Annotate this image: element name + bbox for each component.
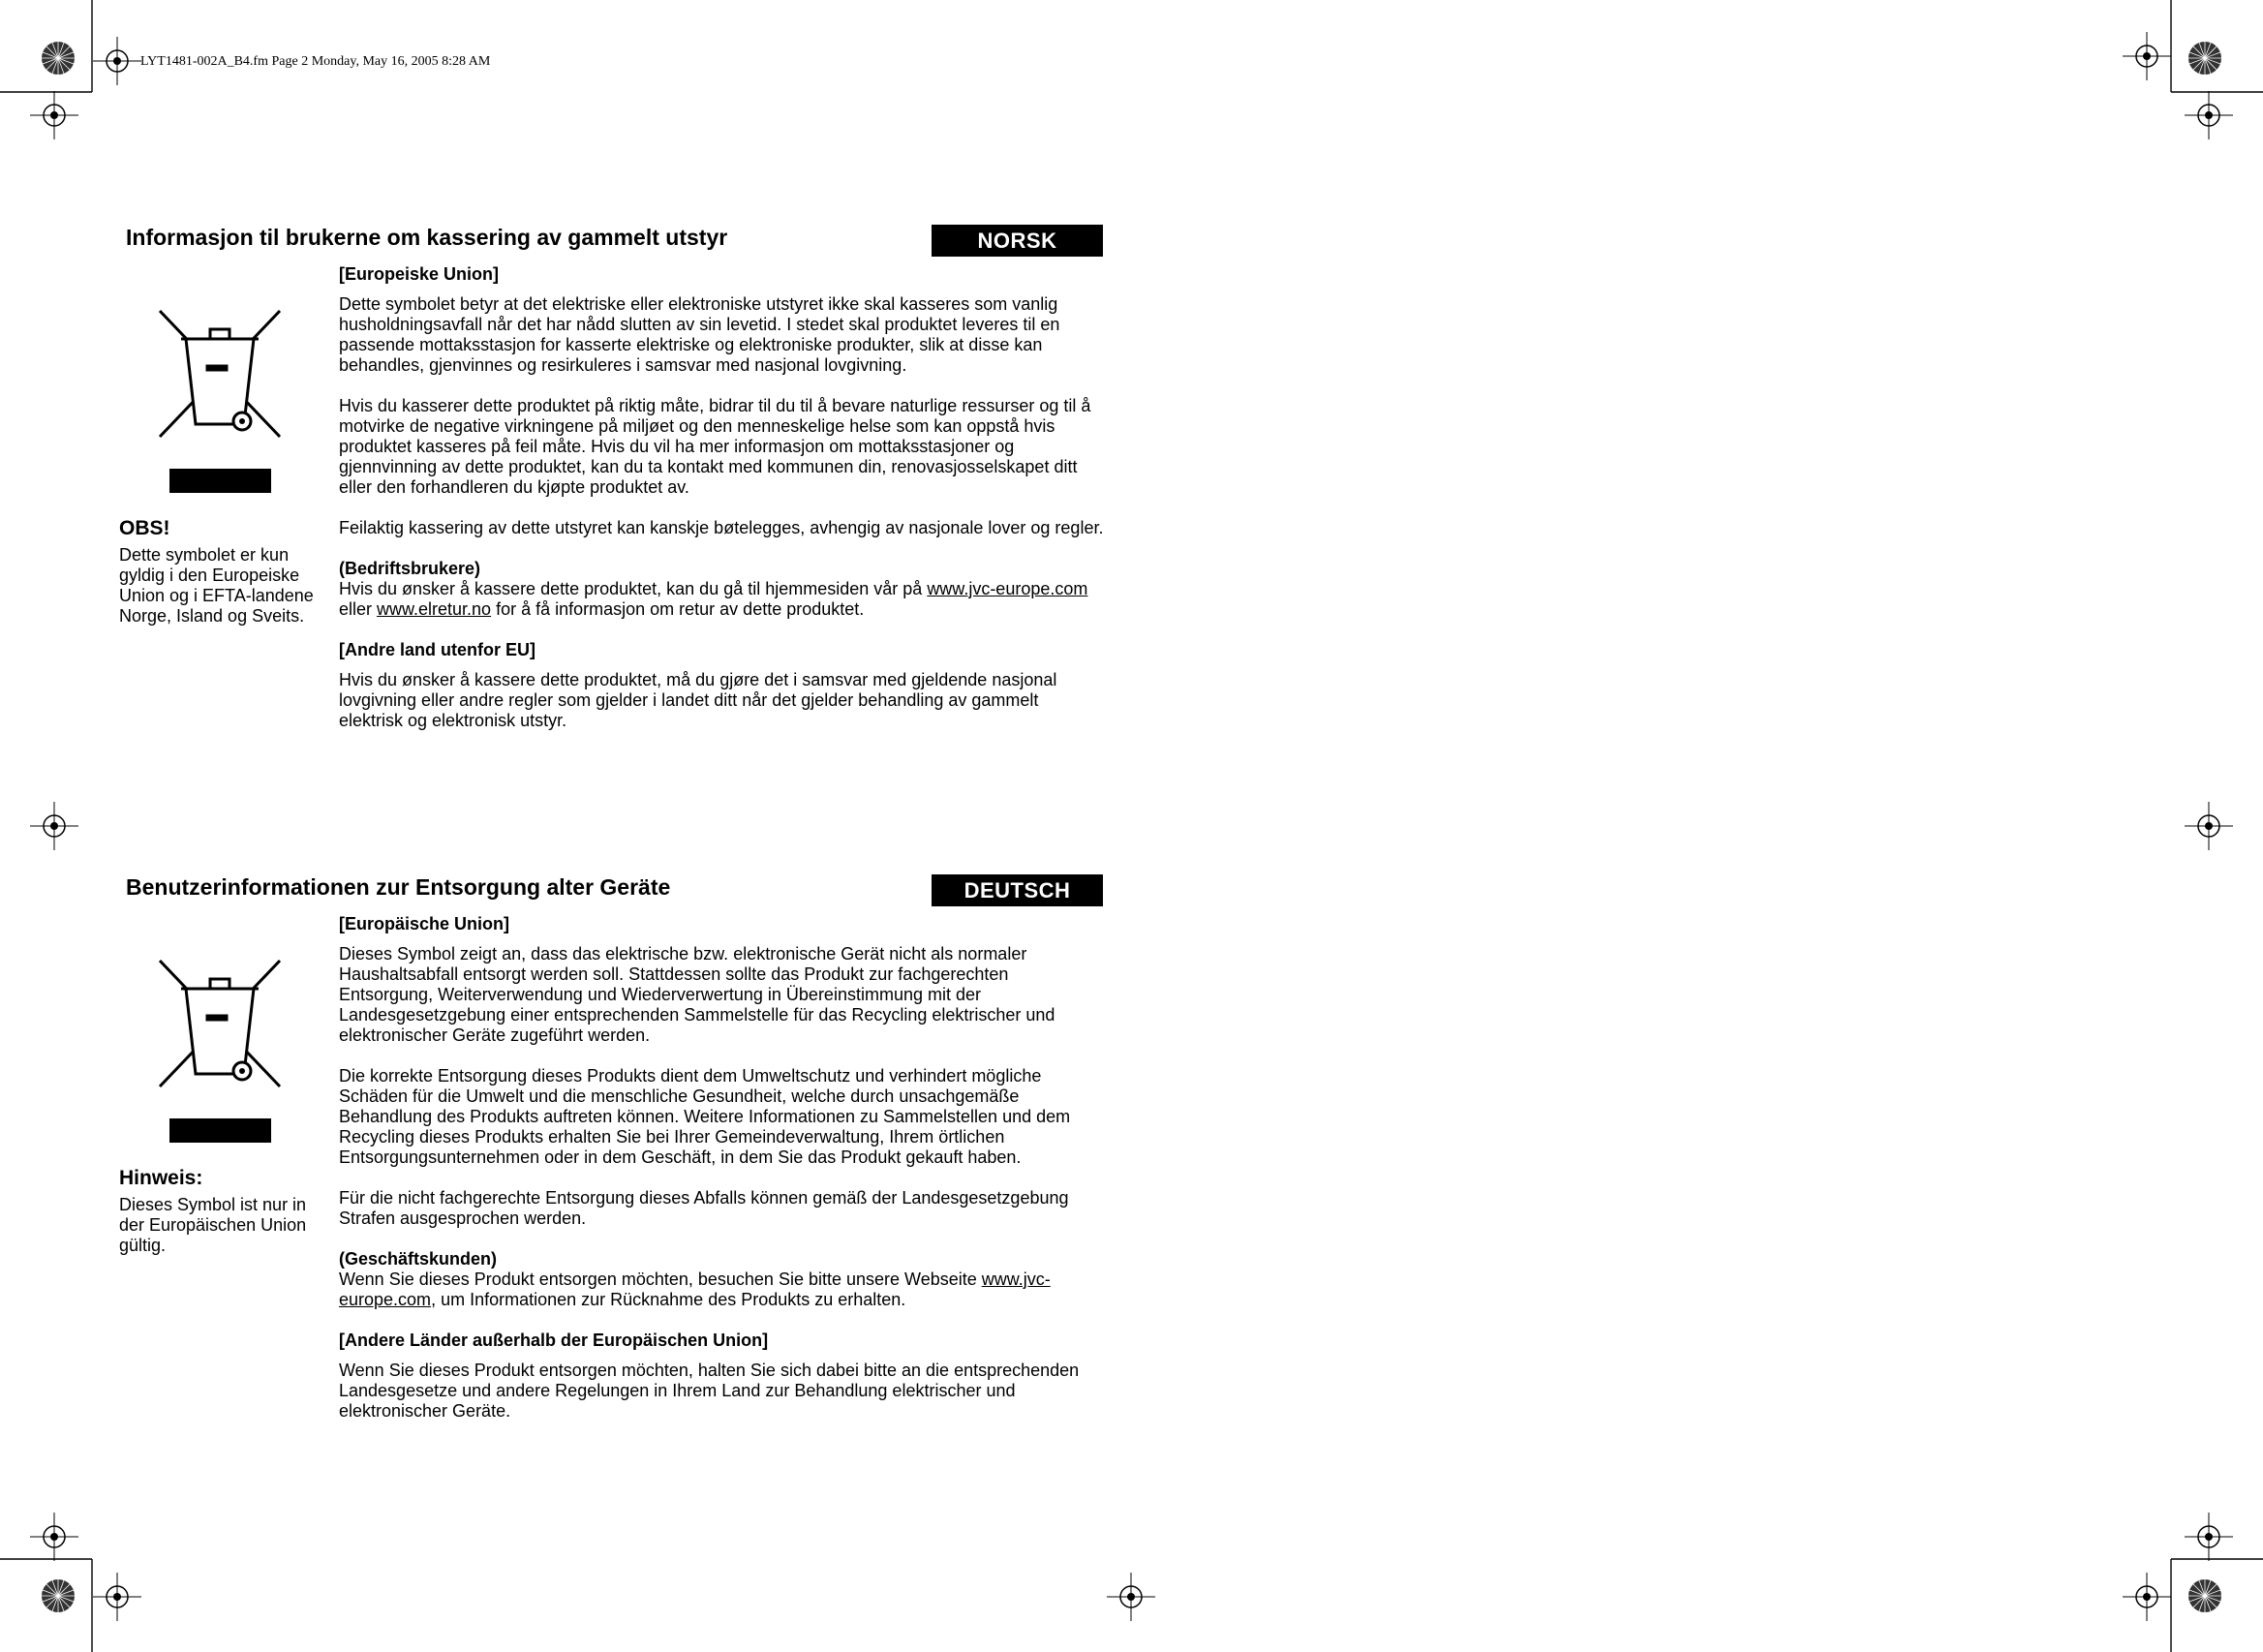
starburst-target-top-left bbox=[41, 41, 76, 76]
registration-mark-bottom-center bbox=[1107, 1573, 1155, 1621]
note-heading: OBS! bbox=[119, 517, 170, 539]
print-header: LYT1481-002A_B4.fm Page 2 Monday, May 16, 2005 8:28 AM bbox=[140, 54, 491, 69]
jvc-europe-link[interactable]: www.jvc-europe.com bbox=[339, 1270, 1051, 1309]
registration-mark-right-lower bbox=[2185, 1513, 2233, 1561]
paragraph: Dieses Symbol zeigt an, dass das elektrische bzw. elektronische Gerät nicht als normaler Haushaltsabfall entsorgt werden soll. Stattdessen sollte das Produkt zur fachgerechten Entsorgung, Weiterverwendung und Wiederverwertung in Übereinstimmung mit der Landesgesetzgebung einer entsprechenden Sammelstelle für das Recycling elektrischer und elektronischer Geräte zugeführt werden. bbox=[339, 944, 1055, 1045]
business-paragraph bbox=[339, 1249, 1104, 1310]
registration-mark-top-right bbox=[2123, 32, 2171, 80]
business-paragraph bbox=[339, 559, 1104, 620]
registration-mark-right-upper bbox=[2185, 91, 2233, 139]
language-badge: DEUTSCH bbox=[932, 874, 1103, 906]
subheading-other-countries: [Andere Länder außerhalb der Europäischen Union] bbox=[339, 1331, 769, 1350]
paragraph: Hvis du ønsker å kassere dette produktet, må du gjøre det i samsvar med gjeldende nasjonal lovgivning eller andre regler som gjelder i landet ditt når det gjelder behandling av gammelt elektrisk og elektronisk utstyr. bbox=[339, 670, 1057, 730]
crossed-out-wheelie-bin-icon bbox=[157, 958, 283, 1089]
crossed-out-wheelie-bin-icon bbox=[157, 308, 283, 440]
body-column bbox=[339, 914, 1104, 1442]
paragraph: Wenn Sie dieses Produkt entsorgen möchten, halten Sie sich dabei bitte an die entsprechenden Landesgesetze und andere Regelungen in Ihrem Land zur Behandlung elektrischer und elektronischer Geräte. bbox=[339, 1361, 1080, 1421]
subheading-eu: [Europeiske Union] bbox=[339, 264, 500, 284]
note-text: Dette symbolet er kun gyldig i den Europeiske Union og i EFTA-landene Norge, Island og Sveits. bbox=[119, 545, 314, 626]
starburst-target-bottom-right bbox=[2187, 1578, 2222, 1613]
registration-mark-left-lower bbox=[30, 1513, 78, 1561]
business-text-start: Wenn Sie dieses Produkt entsorgen möchten, besuchen Sie bitte unsere Webseite bbox=[339, 1270, 982, 1289]
elretur-link[interactable]: www.elretur.no bbox=[377, 599, 492, 619]
weee-bar-symbol bbox=[169, 1118, 271, 1143]
registration-mark-left-middle bbox=[30, 802, 78, 850]
subheading-other-countries: [Andre land utenfor EU] bbox=[339, 640, 535, 659]
body-column bbox=[339, 264, 1104, 751]
subheading-business: (Bedriftsbrukere) bbox=[339, 559, 481, 578]
business-text-end: for å få informasjon om retur av dette produktet. bbox=[491, 599, 865, 619]
subheading-business: (Geschäftskunden) bbox=[339, 1249, 498, 1269]
section-title: Benutzerinformationen zur Entsorgung alter Geräte bbox=[126, 874, 671, 900]
language-badge: NORSK bbox=[932, 225, 1103, 257]
starburst-target-top-right bbox=[2187, 41, 2222, 76]
section-title: Informasjon til brukerne om kassering av gammelt utstyr bbox=[126, 225, 728, 250]
paragraph: Hvis du kasserer dette produktet på riktig måte, bidrar til du til å bevare naturlige ressurser og til å motvirke de negative virkningene på miljøet og den menneskelige helse som kan oppstå hvis produktet kasseres på feil måte. Hvis du vil ha mer informasjon om mottaksstasjoner og gjennvinning av dette produktet, kan du ta kontakt med kommunen din, renovasjosselskapet ditt eller den forhandleren du kjøpte produktet av. bbox=[339, 396, 1091, 497]
business-text-mid: eller bbox=[339, 599, 378, 619]
business-text-start: Hvis du ønsker å kassere dette produktet, kan du gå til hjemmesiden vår på bbox=[339, 579, 928, 598]
paragraph: Die korrekte Entsorgung dieses Produkts dient dem Umweltschutz und verhindert mögliche Schäden für die Umwelt und die menschliche Gesundheit, welche durch unsachgemäße Behandlung des Produkts auftreten können. Weitere Informationen zu Sammelstellen und dem Recycling dieses Produkts erhalten Sie bei Ihrer Gemeindeverwaltung, Ihrem örtlichen Entsorgungsunternehmen oder in dem Geschäft, in dem Sie das Produkt gekauft haben. bbox=[339, 1066, 1071, 1167]
registration-mark-left-upper bbox=[30, 91, 78, 139]
business-text-end: , um Informationen zur Rücknahme des Produkts zu erhalten. bbox=[431, 1290, 906, 1309]
subheading-eu: [Europäische Union] bbox=[339, 914, 510, 933]
weee-bar-symbol bbox=[169, 469, 271, 493]
note-text: Dieses Symbol ist nur in der Europäischen Union gültig. bbox=[119, 1195, 307, 1255]
paragraph: Dette symbolet betyr at det elektriske eller elektroniske utstyret ikke skal kasseres som vanlig husholdningsavfall når det har nådd slutten av sin levetid. I stedet skal produktet leveres til en passende mottaksstasjon for kasserte elektriske og elektroniske produkter, slik at disse kan behandles, gjenvinnes og resirkuleres i samsvar med nasjonal lovgivning. bbox=[339, 294, 1060, 375]
registration-mark-top-left bbox=[93, 37, 141, 85]
starburst-target-bottom-left bbox=[41, 1578, 76, 1613]
paragraph: Für die nicht fachgerechte Entsorgung dieses Abfalls können gemäß der Landesgesetzgebung Strafen ausgesprochen werden. bbox=[339, 1188, 1069, 1228]
paragraph: Feilaktig kassering av dette utstyret kan kanskje bøtelegges, avhengig av nasjonale lover og regler. bbox=[339, 518, 1104, 537]
note-heading: Hinweis: bbox=[119, 1167, 203, 1189]
jvc-europe-link[interactable]: www.jvc-europe.com bbox=[927, 579, 1088, 598]
registration-mark-right-middle bbox=[2185, 802, 2233, 850]
registration-mark-bottom-left bbox=[93, 1573, 141, 1621]
registration-mark-bottom-right bbox=[2123, 1573, 2171, 1621]
